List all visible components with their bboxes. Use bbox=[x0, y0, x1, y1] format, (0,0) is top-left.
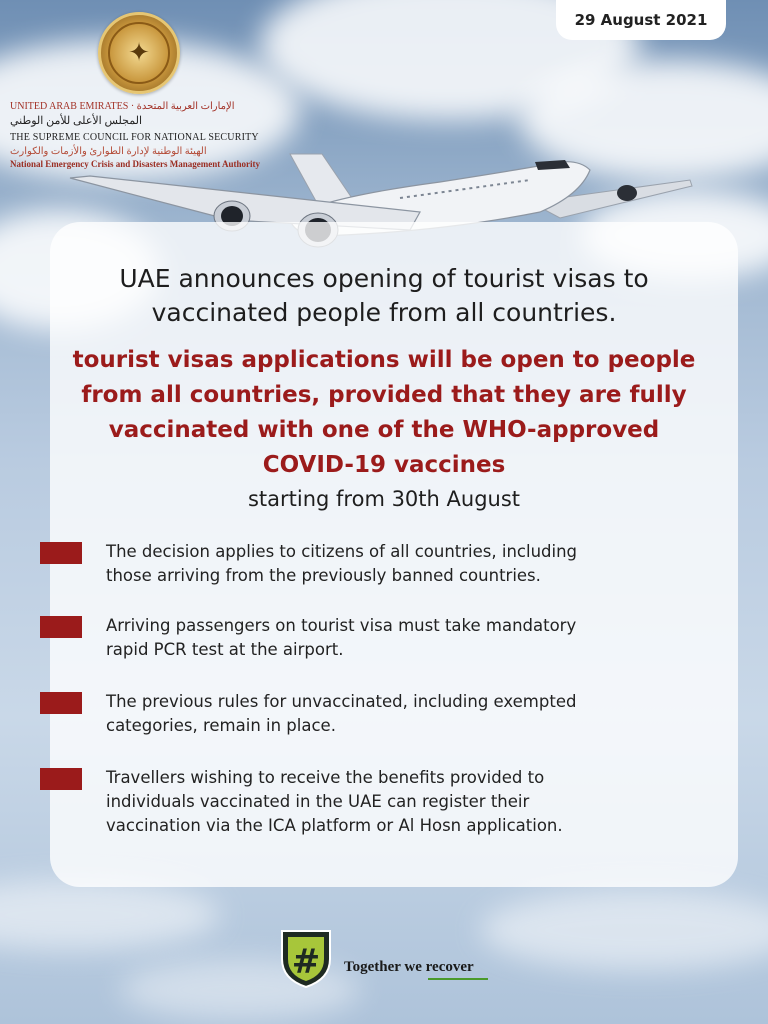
bullet-marker-icon bbox=[40, 768, 82, 790]
svg-text:#: # bbox=[291, 942, 321, 982]
headline-line-2: vaccinated people from all countries. bbox=[151, 298, 617, 327]
bullet-text bbox=[106, 540, 686, 588]
bullet-line: categories, remain in place. bbox=[106, 716, 336, 735]
subheadline-line-1: tourist visas applications will be open to people bbox=[72, 347, 696, 373]
bullet-text bbox=[106, 614, 686, 662]
bullet-marker-icon bbox=[40, 692, 82, 714]
headline-line-1: UAE announces opening of tourist visas to bbox=[119, 264, 649, 293]
bullet-text bbox=[106, 766, 686, 838]
bullet-line: rapid PCR test at the airport. bbox=[106, 640, 344, 659]
bullet-text bbox=[106, 690, 686, 738]
bullet-line: Travellers wishing to receive the benefits provided to bbox=[106, 768, 545, 787]
bullet-marker-icon bbox=[40, 542, 82, 564]
subheadline-line-3: vaccinated with one of the WHO-approved bbox=[108, 417, 660, 443]
bullet-line: The decision applies to citizens of all countries, including bbox=[106, 542, 578, 561]
uae-emblem-icon: ✦ bbox=[98, 12, 180, 94]
subheadline-line-4: COVID-19 vaccines bbox=[262, 452, 506, 478]
footer-logo bbox=[278, 925, 498, 995]
bullet-marker-icon bbox=[40, 616, 82, 638]
footer-underline bbox=[428, 978, 488, 980]
bullet-line: those arriving from the previously banned countries. bbox=[106, 566, 541, 585]
hashtag-shield-icon bbox=[278, 925, 334, 989]
footer-slogan: Together we recover bbox=[344, 959, 474, 975]
start-date-text: starting from 30th August bbox=[247, 487, 521, 511]
org-authority-english: National Emergency Crisis and Disasters Management Authority bbox=[10, 159, 260, 169]
bullet-line: vaccination via the ICA platform or Al Hosn application. bbox=[106, 816, 563, 835]
org-council-english: THE SUPREME COUNCIL FOR NATIONAL SECURITY bbox=[10, 132, 259, 143]
subheadline bbox=[0, 343, 768, 483]
bullet-line: individuals vaccinated in the UAE can register their bbox=[106, 792, 530, 811]
subheadline-line-2: from all countries, provided that they are fully bbox=[81, 382, 687, 408]
date-badge: 29 August 2021 bbox=[556, 0, 726, 40]
org-country-line: UNITED ARAB EMIRATES · الإمارات العربية المتحدة bbox=[10, 101, 235, 112]
bullet-line: The previous rules for unvaccinated, including exempted bbox=[106, 692, 577, 711]
org-council-arabic: المجلس الأعلى للأمن الوطني bbox=[10, 115, 142, 127]
org-authority-arabic: الهيئة الوطنية لإدارة الطوارئ والأزمات والكوارث bbox=[10, 146, 207, 157]
bullet-line: Arriving passengers on tourist visa must take mandatory bbox=[106, 616, 577, 635]
headline bbox=[0, 262, 768, 330]
